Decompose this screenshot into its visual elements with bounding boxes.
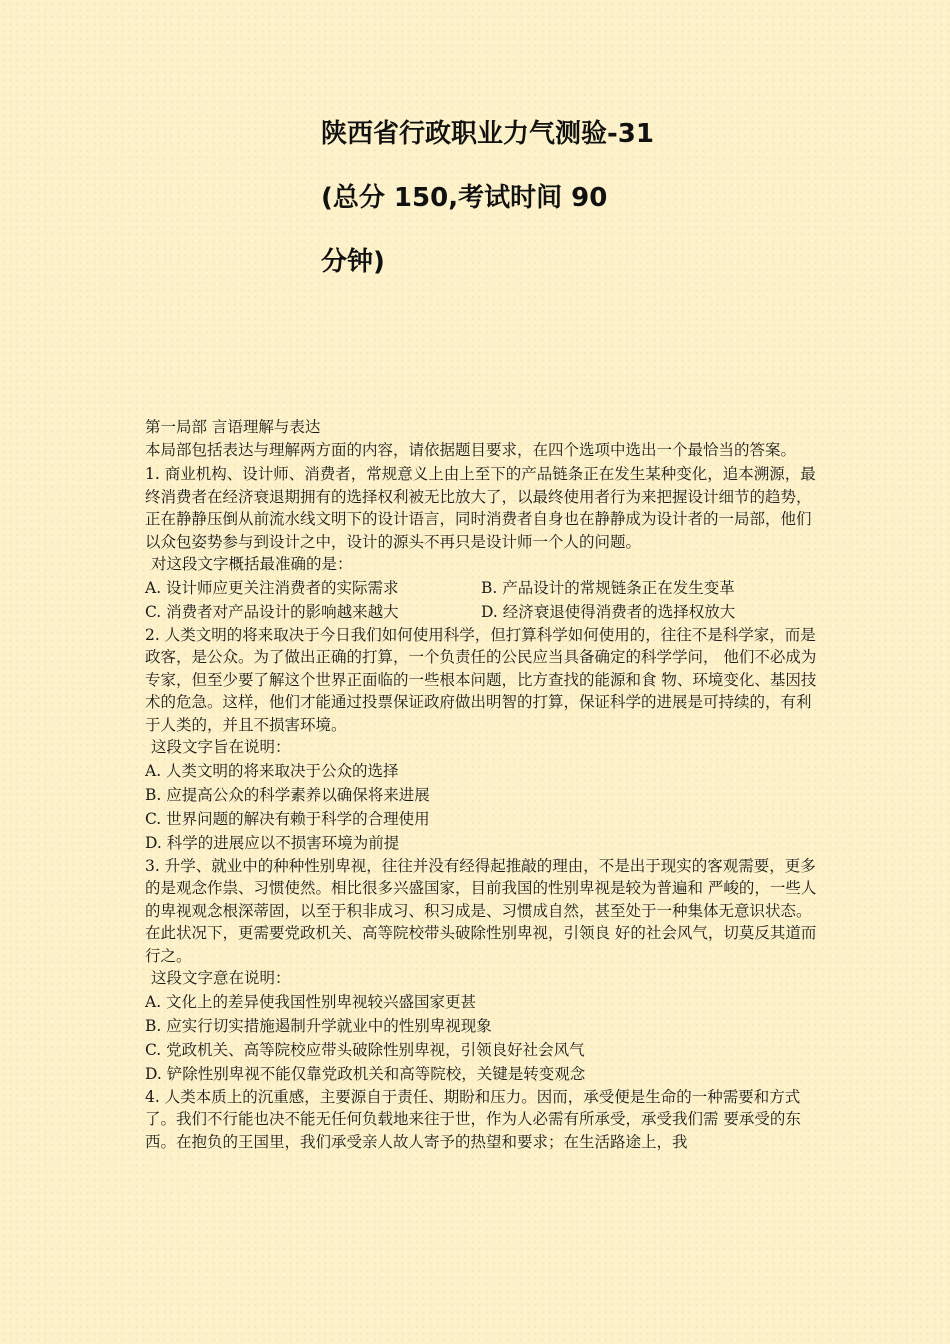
question-1-options-row-2 — [145, 601, 825, 624]
question-1-stem: 1. 商业机构、设计师、消费者，常规意义上由上至下的产品链条正在发生某种变化，追本溯源，最终消费者在经济衰退期拥有的选择权利被无比放大了，以最终使用者行为来把握设计细节的趋势，正在静静压倒从前流水线文明下的设计语言，同时消费者自身也在静静成为设计者的一局部，他们以众包姿势参与到设计之中，设计的源头不再只是设计师一个人的问题。 — [145, 465, 816, 551]
question-3-prompt: 这段文字意在说明： — [151, 969, 291, 987]
title-line-3: 分钟) — [321, 247, 385, 277]
question-2 — [145, 624, 825, 855]
question-2-option-a[interactable]: A. 人类文明的将来取决于公众的选择 — [145, 761, 399, 780]
document-title — [321, 118, 654, 310]
question-3-option-c[interactable]: C. 党政机关、高等院校应带头破除性别卑视，引领良好社会风气 — [145, 1040, 585, 1059]
question-1-option-c[interactable]: C. 消费者对产品设计的影响越来越大 — [145, 602, 399, 621]
question-3-option-b[interactable]: B. 应实行切实措施遏制升学就业中的性别卑视现象 — [145, 1016, 492, 1035]
question-1-prompt: 对这段文字概括最准确的是： — [151, 555, 353, 573]
title-line-1: 陕西省行政职业力气测验-31 — [321, 119, 654, 149]
section-intro: 本局部包括表达与理解两方面的内容，请依据题目要求，在四个选项中选出一个最恰当的答案。 — [145, 440, 797, 459]
question-1-option-b[interactable]: B. 产品设计的常规链条正在发生变革 — [481, 578, 735, 597]
question-3 — [145, 855, 825, 1086]
question-2-option-d[interactable]: D. 科学的进展应以不损害环境为前提 — [145, 833, 400, 852]
question-1 — [145, 463, 825, 624]
question-2-option-b[interactable]: B. 应提高公众的科学素养以确保将来进展 — [145, 785, 430, 804]
question-2-option-c[interactable]: C. 世界问题的解决有赖于科学的合理使用 — [145, 809, 430, 828]
question-2-stem: 2. 人类文明的将来取决于今日我们如何使用科学，但打算科学如何使用的，往往不是科学家，而是政客，是公众。为了做出正确的打算，一个负责任的公民应当具备确定的科学学问， 他们不必成为专家，但至少要了解这个世界正面临的一些根本问题，比方查找的能源和食 物、环境变化、基因技术的危急。这样，他们才能通过投票保证政府做出明智的打算，保证科学的进展是可持续的，有利于人类的，并且不损害环境。 — [145, 625, 817, 734]
question-3-option-d[interactable]: D. 铲除性别卑视不能仅靠党政机关和高等院校，关键是转变观念 — [145, 1064, 586, 1083]
question-3-stem: 3. 升学、就业中的种种性别卑视，往往并没有经得起推敲的理由，不是出于现实的客观需要，更多的是观念作祟、习惯使然。相比很多兴盛国家，目前我国的性别卑视是较为普遍和 严峻的，一些人的卑视观念根深蒂固，以至于积非成习、积习成是、习惯成自然，甚至处于一种集体无意识状态。在此状况下，更需要党政机关、高等院校带头破除性别卑视，引领良 好的社会风气，切莫反其道而行之。 — [145, 856, 817, 965]
question-3-option-a[interactable]: A. 文化上的差异使我国性别卑视较兴盛国家更甚 — [145, 992, 477, 1011]
section-heading: 第一局部 言语理解与表达 — [145, 418, 321, 436]
question-1-options-row-1 — [145, 577, 825, 600]
document-body — [145, 416, 825, 1153]
question-1-option-d[interactable]: D. 经济衰退使得消费者的选择权放大 — [481, 602, 736, 621]
question-2-prompt: 这段文字旨在说明： — [151, 738, 291, 756]
question-4 — [145, 1086, 825, 1154]
question-4-stem: 4. 人类本质上的沉重感，主要源自于责任、期盼和压力。因而，承受便是生命的一种需要和方式了。我们不行能也决不能无任何负载地来往于世，作为人必需有所承受，承受我们需 要承受的东西。在抱负的王国里，我们承受亲人故人寄予的热望和要求；在生活路途上，我 — [145, 1087, 801, 1151]
title-line-2: (总分 150,考试时间 90 — [321, 183, 608, 213]
question-1-option-a[interactable]: A. 设计师应更关注消费者的实际需求 — [145, 578, 399, 597]
